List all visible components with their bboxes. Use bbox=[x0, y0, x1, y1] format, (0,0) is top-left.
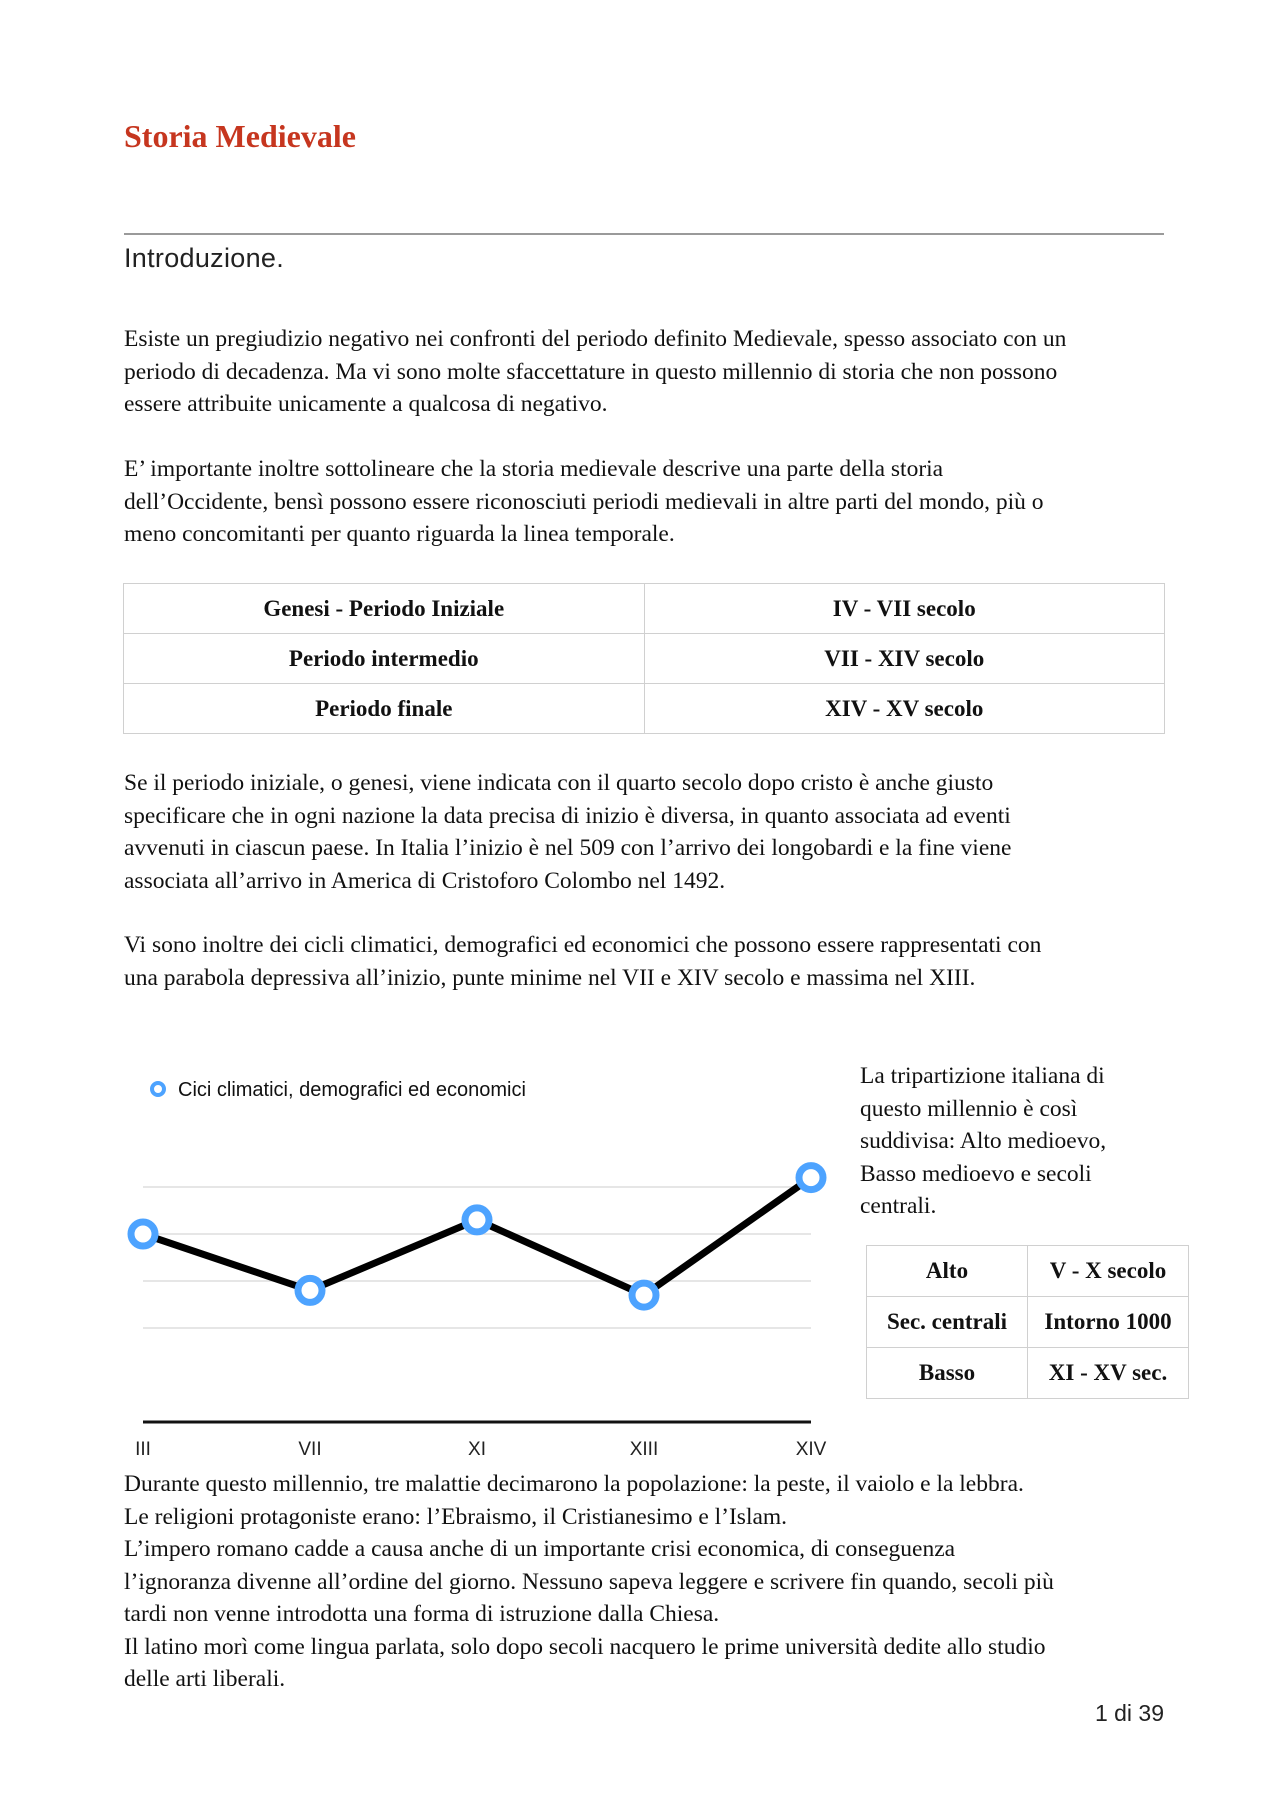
note-line: La tripartizione italiana di bbox=[860, 1063, 1105, 1089]
table-cell: XI - XV sec. bbox=[1028, 1348, 1189, 1399]
paragraph-line: una parabola depressiva all’inizio, punte minime nel VII e XIV secolo e massima nel XIII. bbox=[124, 964, 976, 991]
paragraph-line: Vi sono inoltre dei cicli climatici, demografici ed economici che possono essere rappresentati con bbox=[124, 932, 1042, 958]
data-point bbox=[298, 1278, 322, 1302]
tripartition-note bbox=[860, 1060, 1180, 1223]
x-tick-label: VII bbox=[298, 1439, 322, 1460]
table-cell: Genesi - Periodo Iniziale bbox=[124, 584, 645, 634]
paragraph-line: tardi non venne introdotta una forma di istruzione dalla Chiesa. bbox=[124, 1601, 720, 1627]
data-point bbox=[131, 1222, 155, 1246]
table-cell: Sec. centrali bbox=[867, 1297, 1028, 1348]
note-line: questo millennio è così bbox=[860, 1095, 1078, 1122]
x-tick-label: XI bbox=[468, 1439, 486, 1460]
title-divider bbox=[124, 233, 1164, 235]
table-cell: Periodo finale bbox=[124, 684, 645, 734]
paragraph-line: Durante questo millennio, tre malattie decimarono la popolazione: la peste, il vaiolo e la lebbra. bbox=[124, 1471, 1024, 1497]
document-title: Storia Medievale bbox=[124, 118, 356, 154]
page-number: 1 di 39 bbox=[1094, 1700, 1164, 1726]
table-cell: Periodo intermedio bbox=[124, 634, 645, 684]
paragraph-west bbox=[124, 453, 1174, 551]
table-cell: XIV - XV secolo bbox=[644, 684, 1165, 734]
table-cell: IV - VII secolo bbox=[644, 584, 1165, 634]
table-cell: Intorno 1000 bbox=[1028, 1297, 1189, 1348]
tripartition-table bbox=[866, 1245, 1189, 1399]
paragraph-line: specificare che in ogni nazione la data precisa di inizio è diversa, in quanto associata ad eventi bbox=[124, 802, 1011, 829]
cycles-line-chart bbox=[0, 1050, 850, 1460]
note-line: Basso medioevo e secoli bbox=[860, 1160, 1092, 1187]
periods-table bbox=[123, 583, 1165, 734]
paragraph-intro bbox=[124, 323, 1174, 421]
x-tick-label: XIII bbox=[629, 1439, 659, 1460]
paragraph-line: dell’Occidente, bensì possono essere riconosciuti periodi medievali in altre parti del mondo, più o bbox=[124, 488, 1044, 515]
paragraph-genesis bbox=[124, 767, 1174, 897]
table-row bbox=[124, 584, 1165, 634]
paragraph-line: Le religioni protagoniste erano: l’Ebraismo, il Cristianesimo e l’Islam. bbox=[124, 1503, 788, 1530]
note-line: centrali. bbox=[860, 1193, 937, 1219]
series-line bbox=[143, 1178, 811, 1296]
paragraph-line: E’ importante inoltre sottolineare che la storia medievale descrive una parte della storia bbox=[124, 456, 944, 482]
data-point bbox=[465, 1208, 489, 1232]
legend-label: Cici climatici, demografici ed economici bbox=[178, 1079, 526, 1101]
paragraph-line: delle arti liberali. bbox=[124, 1666, 286, 1692]
table-row bbox=[124, 634, 1165, 684]
paragraph-line: Se il periodo iniziale, o genesi, viene indicata con il quarto secolo dopo cristo è anche giusto bbox=[124, 770, 994, 796]
paragraph-millennium bbox=[124, 1468, 1174, 1696]
table-cell: V - X secolo bbox=[1028, 1246, 1189, 1297]
paragraph-line: associata all’arrivo in America di Cristoforo Colombo nel 1492. bbox=[124, 867, 726, 894]
x-tick-label: III bbox=[135, 1439, 151, 1460]
paragraph-line: meno concomitanti per quanto riguarda la linea temporale. bbox=[124, 521, 675, 547]
table-row bbox=[867, 1348, 1189, 1399]
paragraph-line: L’impero romano cadde a causa anche di un importante crisi economica, di conseguenza bbox=[124, 1536, 956, 1562]
table-row bbox=[867, 1297, 1189, 1348]
paragraph-line: avvenuti in ciascun paese. In Italia l’inizio è nel 509 con l’arrivo dei longobardi e la fine viene bbox=[124, 835, 1012, 861]
paragraph-line: l’ignoranza divenne all’ordine del giorno. Nessuno sapeva leggere e scrivere fin quando, secoli più bbox=[124, 1568, 1054, 1595]
paragraph-line: essere attribuite unicamente a qualcosa di negativo. bbox=[124, 391, 608, 417]
paragraph-line: Il latino morì come lingua parlata, solo dopo secoli nacquero le prime università dedite allo studio bbox=[124, 1633, 1046, 1660]
x-tick-label: XIV bbox=[795, 1439, 827, 1460]
table-row bbox=[867, 1246, 1189, 1297]
table-row bbox=[124, 684, 1165, 734]
paragraph-line: periodo di decadenza. Ma vi sono molte sfaccettature in questo millennio di storia che non possono bbox=[124, 358, 1058, 385]
paragraph-cycles bbox=[124, 929, 1174, 994]
table-cell: VII - XIV secolo bbox=[644, 634, 1165, 684]
paragraph-line: Esiste un pregiudizio negativo nei confronti del periodo definito Medievale, spesso associato con un bbox=[124, 326, 1067, 352]
legend-marker-icon bbox=[152, 1083, 164, 1095]
data-point bbox=[799, 1166, 823, 1190]
note-line: suddivisa: Alto medioevo, bbox=[860, 1128, 1107, 1154]
section-heading: Introduzione. bbox=[124, 243, 285, 273]
table-cell: Basso bbox=[867, 1348, 1028, 1399]
data-point bbox=[632, 1283, 656, 1307]
table-cell: Alto bbox=[867, 1246, 1028, 1297]
